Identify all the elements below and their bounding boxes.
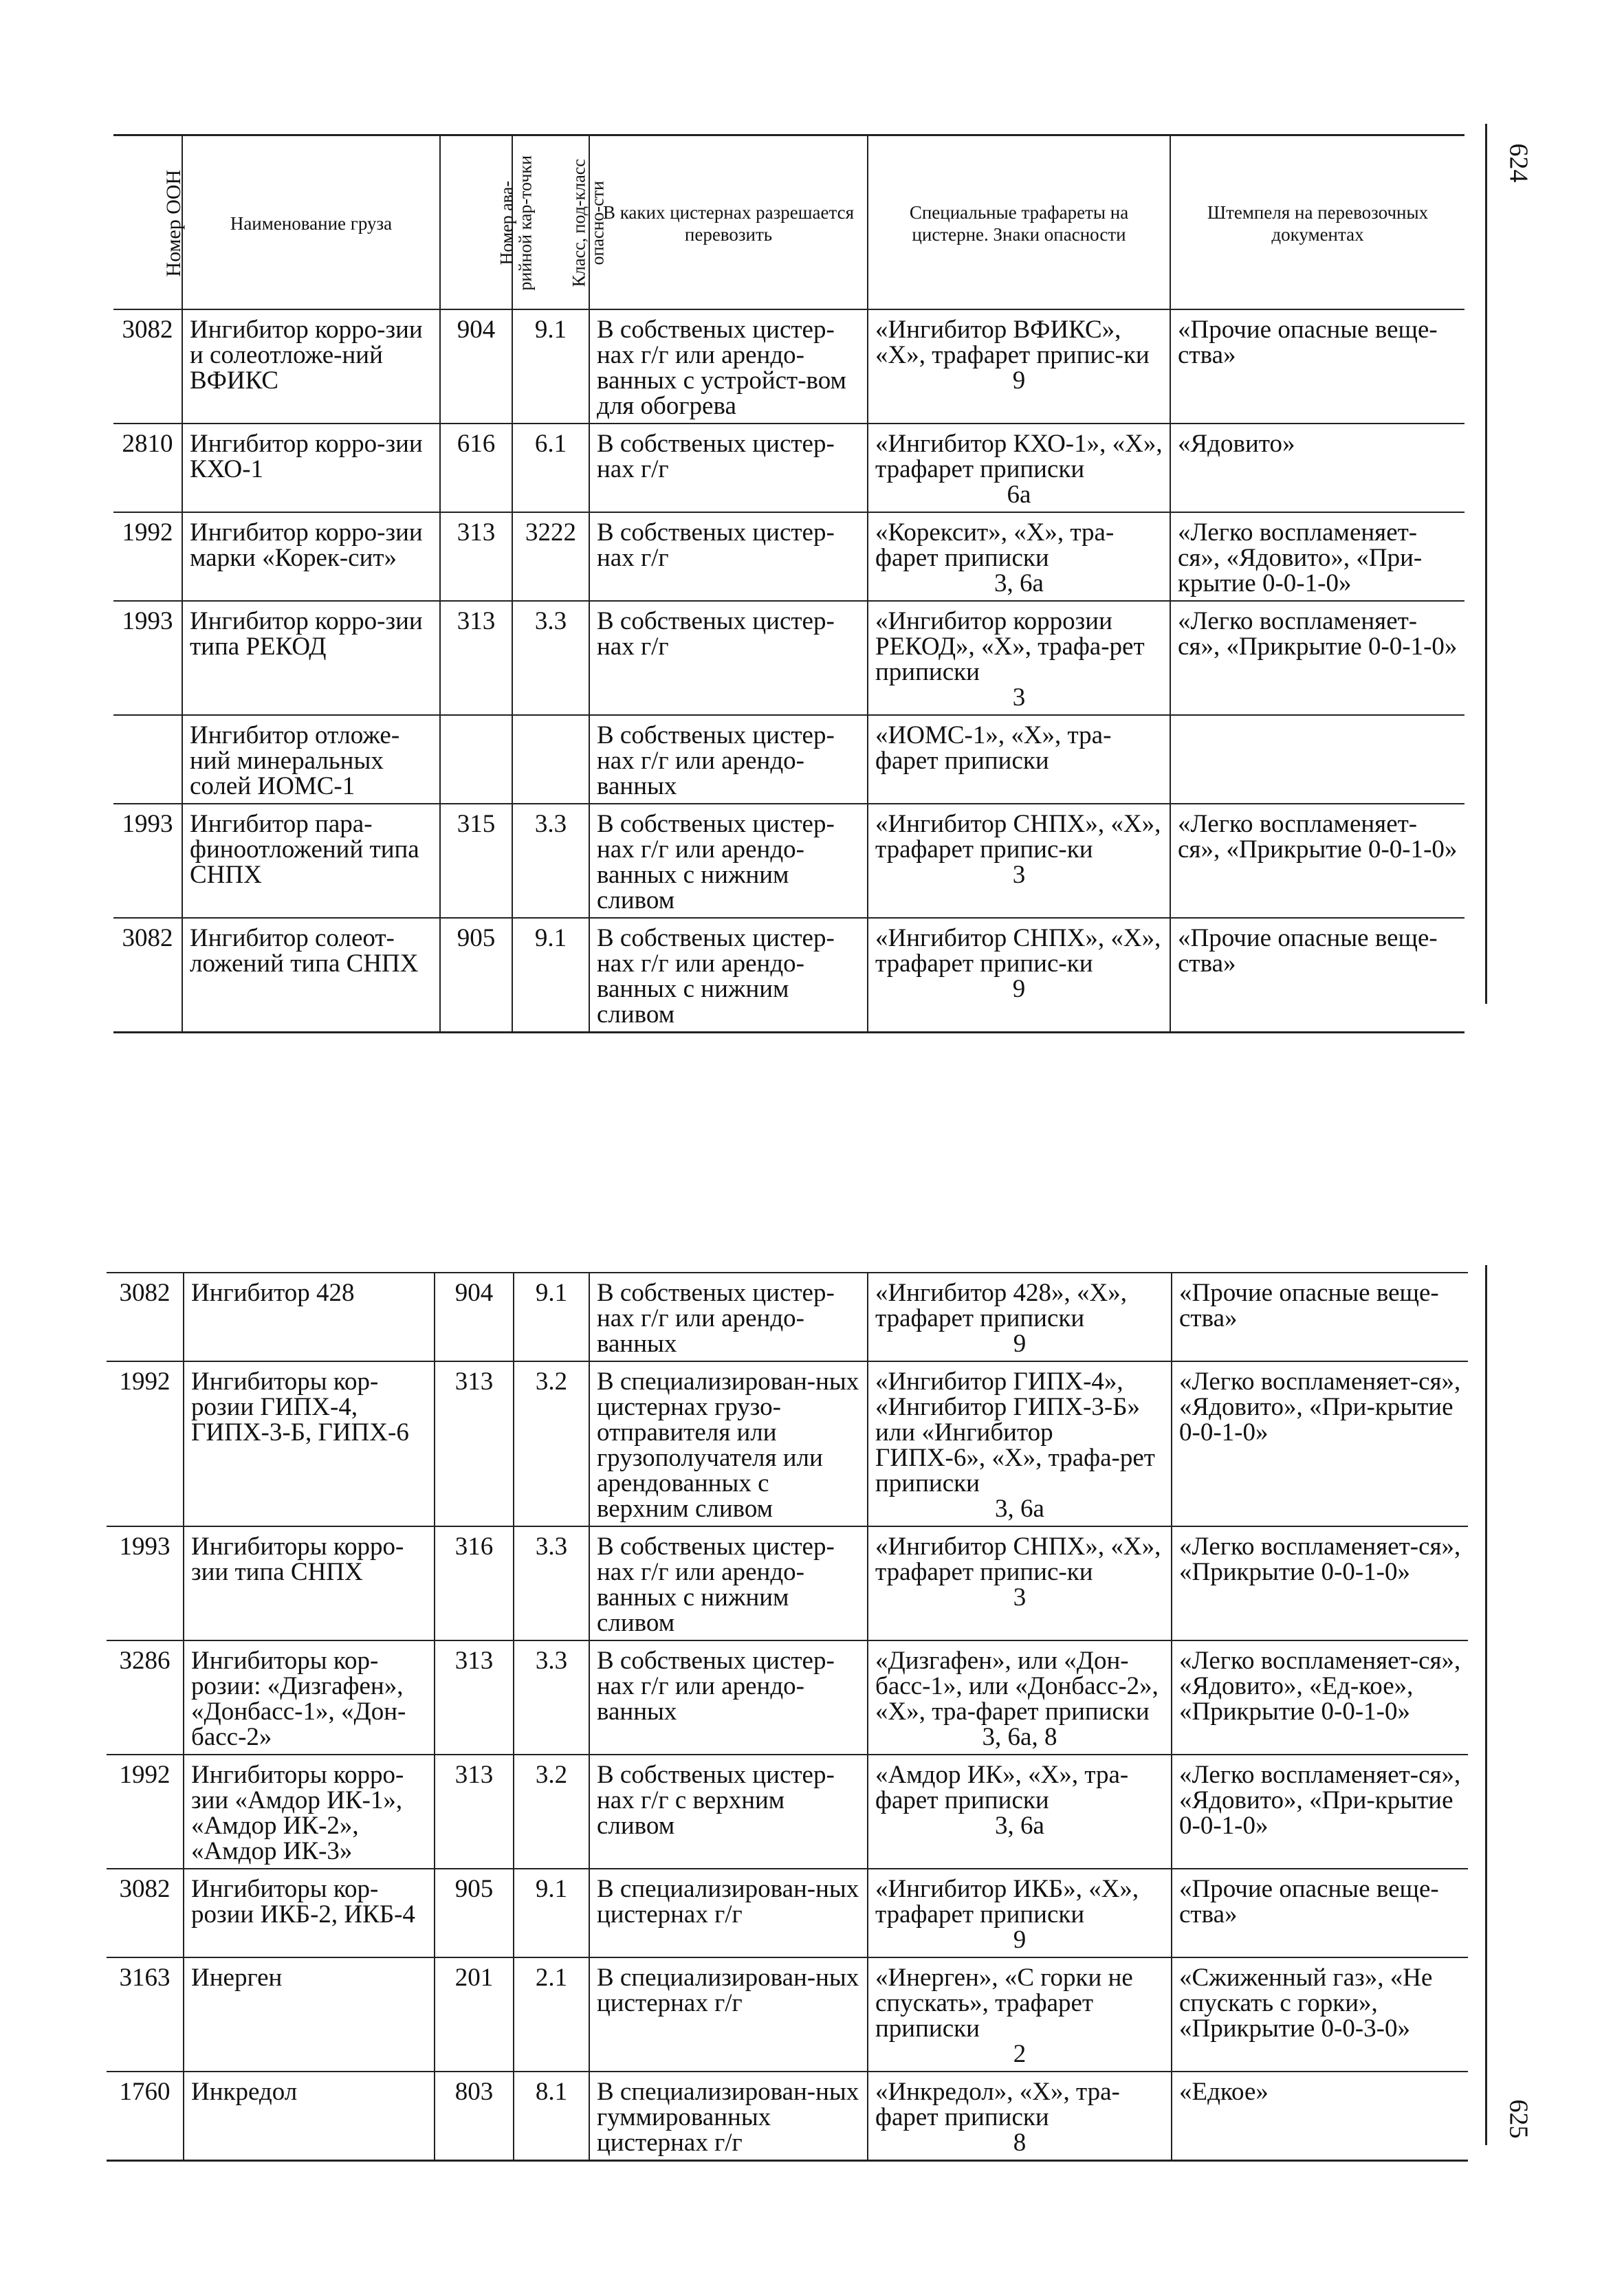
cell-emergency-card-text: 313 <box>457 607 496 635</box>
hazard-sign-number: 3, 6а <box>995 1812 1044 1840</box>
cell-hazard-class <box>512 601 589 715</box>
cell-stamp-text: «Прочие опасные веще-ства» <box>1179 1279 1439 1332</box>
cell-tanks <box>589 804 868 918</box>
table-row <box>107 1869 1468 1957</box>
cell-un-number-text: 3082 <box>122 316 173 344</box>
cell-tanks <box>589 1957 868 2072</box>
cell-un-number-text: 3082 <box>122 924 173 952</box>
cell-stamp <box>1172 1957 1468 2072</box>
cell-stamp <box>1170 424 1464 512</box>
cell-un-number-text: 3082 <box>119 1875 171 1903</box>
cell-emergency-card-text: 616 <box>457 430 496 458</box>
table-row <box>107 1957 1468 2072</box>
cell-stamp <box>1172 1361 1468 1526</box>
hazard-sign-number: 3 <box>1012 683 1026 712</box>
table-row <box>113 715 1464 804</box>
hazard-sign-number: 8 <box>1013 2129 1027 2157</box>
cell-stencil <box>868 1755 1172 1869</box>
cell-stamp <box>1172 1273 1468 1361</box>
cell-emergency-card <box>440 424 512 512</box>
cell-un-number <box>113 918 182 1033</box>
col-header-tanks: В каких цистернах разрешается перевозить <box>589 135 868 310</box>
cell-hazard-class <box>514 1755 589 1869</box>
cell-hazard-class-text: 9.1 <box>534 924 567 952</box>
cell-cargo-name <box>184 1361 435 1526</box>
cell-stencil <box>868 715 1170 804</box>
cargo-table-top <box>113 134 1464 1033</box>
cell-stamp-text: «Ядовито» <box>1178 430 1295 458</box>
cell-tanks <box>589 715 868 804</box>
cell-tanks-text: В собственых цистер-нах г/г с верхним сливом <box>597 1761 835 1840</box>
cell-stamp <box>1172 2072 1468 2161</box>
cell-stencil-text: «Ингибитор КХО-1», «Х», трафарет приписки <box>875 430 1163 483</box>
cell-hazard-class-text: 3222 <box>525 518 576 547</box>
table-row <box>113 424 1464 512</box>
cell-stencil-text: «Амдор ИК», «Х», тра-фарет приписки <box>875 1761 1129 1814</box>
cell-cargo-name <box>182 512 440 601</box>
cell-cargo-name-text: Ингибиторы корро-зии типа СНПХ <box>191 1533 404 1586</box>
cell-emergency-card <box>440 918 512 1033</box>
table-row <box>107 2072 1468 2161</box>
cell-cargo-name-text: Ингибиторы корро-зии «Амдор ИК-1», «Амдор ИК-2», «Амдор ИК-3» <box>191 1761 404 1865</box>
cell-stamp-text: «Прочие опасные веще-ства» <box>1178 924 1438 978</box>
hazard-sign-number: 9 <box>1012 975 1026 1003</box>
cell-un-number <box>107 1755 184 1869</box>
table-row <box>113 804 1464 918</box>
cell-stamp-text: «Прочие опасные веще-ства» <box>1178 316 1438 369</box>
cell-cargo-name-text: Ингибиторы кор-розии: «Дизгафен», «Донбасс-1», «Дон-басс-2» <box>191 1647 406 1751</box>
cell-hazard-class <box>512 715 589 804</box>
cell-cargo-name <box>184 1957 435 2072</box>
table-row <box>107 1273 1468 1361</box>
cell-emergency-card <box>435 1957 514 2072</box>
hazard-sign-number: 9 <box>1013 1330 1027 1358</box>
cell-emergency-card-text: 803 <box>454 2078 494 2106</box>
cell-emergency-card-text: 905 <box>454 1875 494 1903</box>
page-number-top: 624 <box>1504 143 1533 183</box>
cell-tanks-text: В собственых цистер-нах г/г или арендо-ванных с нижним сливом <box>597 810 835 914</box>
cell-cargo-name <box>184 1526 435 1640</box>
cell-stencil-text: «Ингибитор коррозии РЕКОД», «Х», трафа-рет приписки <box>875 607 1145 686</box>
cell-cargo-name-text: Ингибитор 428 <box>191 1279 355 1307</box>
cell-hazard-class-text: 9.1 <box>534 316 567 344</box>
cell-stencil-text: «Инкредол», «Х», тра-фарет приписки <box>875 2078 1120 2131</box>
cell-emergency-card-text: 313 <box>454 1761 494 1789</box>
cell-hazard-class-text: 8.1 <box>535 2078 568 2106</box>
cell-cargo-name <box>182 715 440 804</box>
cell-un-number-text: 2810 <box>122 430 173 458</box>
table-row <box>107 1526 1468 1640</box>
cell-cargo-name-text: Ингибитор корро-зии КХО-1 <box>190 430 423 483</box>
cell-tanks-text: В собственых цистер-нах г/г или арендо-ванных <box>597 721 835 800</box>
cell-stencil-text: «Ингибитор ИКБ», «Х», трафарет приписки <box>875 1875 1139 1929</box>
cell-cargo-name <box>182 424 440 512</box>
cell-emergency-card <box>440 512 512 601</box>
cell-cargo-name <box>182 601 440 715</box>
col-header-emergency-card: Номер ава-рийной кар-точки <box>440 135 512 310</box>
cell-cargo-name-text: Ингибитор солеот-ложений типа СНПХ <box>190 924 419 978</box>
cell-tanks <box>589 1361 868 1526</box>
hazard-sign-number: 6а <box>1007 481 1031 509</box>
cell-un-number-text: 1992 <box>119 1368 171 1396</box>
cell-hazard-class <box>512 512 589 601</box>
cell-stamp <box>1172 1526 1468 1640</box>
table-row <box>107 1755 1468 1869</box>
cell-un-number-text: 1993 <box>122 607 173 635</box>
cell-cargo-name-text: Ингибитор отложе-ний минеральных солей ИОМС-1 <box>190 721 400 800</box>
right-margin-rule-bottom <box>1485 1265 1487 2145</box>
cell-stencil-text: «Дизгафен», или «Дон-басс-1», или «Донбасс-2», «Х», тра-фарет приписки <box>875 1647 1159 1726</box>
cell-emergency-card <box>435 1273 514 1361</box>
hazard-sign-number: 9 <box>1012 366 1026 395</box>
table-body-bottom <box>107 1273 1468 2161</box>
cell-stamp <box>1170 309 1464 424</box>
cell-cargo-name-text: Инерген <box>191 1964 283 1992</box>
cell-un-number <box>107 1526 184 1640</box>
cell-hazard-class-text: 3.3 <box>534 607 567 635</box>
table-row <box>113 601 1464 715</box>
cell-stamp <box>1172 1640 1468 1755</box>
cell-cargo-name-text: Инкредол <box>191 2078 298 2106</box>
cell-un-number <box>107 2072 184 2161</box>
cell-stamp-text: «Легко воспламеняет-ся», «Ядовито», «Ед-кое», «Прикрытие 0-0-1-0» <box>1179 1647 1461 1726</box>
cell-stencil <box>868 2072 1172 2161</box>
cell-cargo-name <box>182 918 440 1033</box>
table-row <box>113 512 1464 601</box>
col-header-cargo-name: Наименование груза <box>182 135 440 310</box>
cell-stamp-text: «Легко воспламеняет-ся», «Прикрытие 0-0-1-0» <box>1179 1533 1461 1586</box>
cell-hazard-class <box>514 1273 589 1361</box>
cell-tanks <box>589 2072 868 2161</box>
cell-stamp-text: «Легко воспламеняет-ся», «Ядовито», «При-крытие 0-0-1-0» <box>1178 518 1423 597</box>
cell-tanks <box>589 601 868 715</box>
cell-stencil-text: «Инерген», «С горки не спускать», трафарет приписки <box>875 1964 1133 2043</box>
cell-emergency-card-text: 905 <box>457 924 496 952</box>
cell-cargo-name-text: Ингибиторы кор-розии ИКБ-2, ИКБ-4 <box>191 1875 415 1929</box>
cell-tanks-text: В собственых цистер-нах г/г <box>597 607 835 661</box>
hazard-sign-number: 3, 6а, 8 <box>982 1723 1057 1751</box>
cell-un-number-text: 1992 <box>122 518 173 547</box>
cell-hazard-class-text: 3.3 <box>534 810 567 838</box>
cell-tanks-text: В собственых цистер-нах г/г или арендо-ванных <box>597 1279 835 1358</box>
page-number-bottom: 625 <box>1504 2099 1533 2139</box>
cell-stencil-text: «Ингибитор СНПХ», «Х», трафарет припис-ки <box>875 1533 1161 1586</box>
cell-stencil <box>868 804 1170 918</box>
cell-cargo-name-text: Ингибитор корро-зии марки «Корек-сит» <box>190 518 423 572</box>
col-header-un-number: Номер ООН <box>113 135 182 310</box>
cell-tanks <box>589 512 868 601</box>
cell-hazard-class <box>512 804 589 918</box>
cell-hazard-class <box>512 309 589 424</box>
table-row <box>113 309 1464 424</box>
cell-emergency-card-text: 313 <box>457 518 496 547</box>
cell-un-number <box>113 601 182 715</box>
cell-stamp-text: «Легко воспламеняет-ся», «Прикрытие 0-0-1-0» <box>1178 607 1458 661</box>
cell-stencil <box>868 1273 1172 1361</box>
cell-hazard-class <box>514 1526 589 1640</box>
cell-tanks-text: В собственых цистер-нах г/г <box>597 430 835 483</box>
cell-tanks <box>589 309 868 424</box>
cell-emergency-card <box>440 309 512 424</box>
cell-tanks-text: В собственых цистер-нах г/г или арендо-ванных с нижним сливом <box>597 1533 835 1637</box>
cell-emergency-card <box>435 1640 514 1755</box>
cell-cargo-name <box>184 1640 435 1755</box>
cell-tanks <box>589 1869 868 1957</box>
cell-un-number <box>113 424 182 512</box>
cell-emergency-card-text: 201 <box>454 1964 494 1992</box>
cell-tanks <box>589 1526 868 1640</box>
cell-stencil <box>868 1957 1172 2072</box>
cell-cargo-name <box>182 309 440 424</box>
cell-emergency-card <box>435 2072 514 2161</box>
cell-stencil <box>868 1526 1172 1640</box>
cell-tanks-text: В собственых цистер-нах г/г или арендо-ванных с нижним сливом <box>597 924 835 1029</box>
cell-stamp <box>1170 804 1464 918</box>
col-header-stamps: Штемпеля на перевозочных документах <box>1170 135 1464 310</box>
cargo-table-bottom <box>107 1272 1468 2162</box>
cell-cargo-name <box>184 1755 435 1869</box>
cell-tanks <box>589 918 868 1033</box>
hazard-sign-number: 3 <box>1012 861 1026 889</box>
cell-hazard-class <box>514 1640 589 1755</box>
hazard-sign-number: 9 <box>1013 1926 1027 1954</box>
cell-hazard-class <box>514 1869 589 1957</box>
right-margin-rule-top <box>1485 124 1487 1004</box>
cell-stamp-text: «Легко воспламеняет-ся», «Ядовито», «При-крытие 0-0-1-0» <box>1179 1761 1461 1840</box>
cell-un-number <box>107 1361 184 1526</box>
cell-un-number <box>107 1640 184 1755</box>
cell-tanks-text: В собственых цистер-нах г/г или арендо-ванных с устройст-вом для обогрева <box>597 316 846 420</box>
cell-hazard-class <box>512 424 589 512</box>
cell-hazard-class-text: 3.3 <box>535 1647 568 1675</box>
cell-stamp-text: «Легко воспламеняет-ся», «Прикрытие 0-0-1-0» <box>1178 810 1458 864</box>
cell-stencil-text: «Ингибитор 428», «Х», трафарет приписки <box>875 1279 1128 1332</box>
hazard-sign-number: 2 <box>1013 2040 1027 2068</box>
cell-cargo-name-text: Ингибитор корро-зии и солеотложе-ний ВФИКС <box>190 316 423 395</box>
cell-hazard-class <box>514 1957 589 2072</box>
cell-stencil <box>868 1640 1172 1755</box>
cell-emergency-card <box>440 804 512 918</box>
cell-emergency-card-text: 904 <box>454 1279 494 1307</box>
cell-stencil <box>868 1361 1172 1526</box>
cell-stencil-text: «Корексит», «Х», тра-фарет приписки <box>875 518 1115 572</box>
cell-stencil-text: «Ингибитор СНПХ», «Х», трафарет припис-ки <box>875 924 1161 978</box>
cell-stamp <box>1170 601 1464 715</box>
cell-un-number <box>113 804 182 918</box>
cell-tanks <box>589 1755 868 1869</box>
cell-hazard-class-text: 3.2 <box>535 1761 568 1789</box>
cell-cargo-name <box>184 1273 435 1361</box>
cell-cargo-name-text: Ингибитор корро-зии типа РЕКОД <box>190 607 423 661</box>
cell-stencil-text: «Ингибитор ГИПХ-4», «Ингибитор ГИПХ-3-Б» или «Ингибитор ГИПХ-6», «Х», трафа-рет приписки <box>875 1368 1155 1497</box>
cell-stencil <box>868 1869 1172 1957</box>
cell-emergency-card <box>440 715 512 804</box>
cell-stamp-text: «Едкое» <box>1179 2078 1269 2106</box>
cell-hazard-class-text: 9.1 <box>535 1279 568 1307</box>
cell-un-number-text: 3082 <box>119 1279 171 1307</box>
cell-un-number <box>113 512 182 601</box>
cell-tanks <box>589 424 868 512</box>
cell-emergency-card <box>435 1526 514 1640</box>
cell-emergency-card-text: 904 <box>457 316 496 344</box>
cell-un-number-text: 1760 <box>119 2078 171 2106</box>
cell-un-number <box>107 1957 184 2072</box>
cell-tanks-text: В специализирован-ных цистернах г/г <box>597 1875 859 1929</box>
cell-cargo-name <box>184 2072 435 2161</box>
cell-un-number <box>107 1273 184 1361</box>
cell-un-number-text: 3286 <box>119 1647 171 1675</box>
cell-emergency-card-text: 313 <box>454 1368 494 1396</box>
cell-emergency-card-text: 316 <box>454 1533 494 1561</box>
cell-un-number-text: 1993 <box>122 810 173 838</box>
cell-stamp-text: «Сжиженный газ», «Не спускать с горки», «Прикрытие 0-0-3-0» <box>1179 1964 1433 2043</box>
cell-cargo-name <box>182 804 440 918</box>
cell-hazard-class-text: 3.3 <box>535 1533 568 1561</box>
col-header-stencils: Специальные трафареты на цистерне. Знаки опасности <box>868 135 1170 310</box>
col-header-hazard-class: Класс, под-класс опасно-сти <box>512 135 589 310</box>
cell-stencil <box>868 601 1170 715</box>
hazard-sign-number: 3, 6а <box>994 569 1044 597</box>
cell-stencil-text: «ИОМС-1», «Х», тра-фарет приписки <box>875 721 1112 775</box>
cell-tanks <box>589 1640 868 1755</box>
cell-hazard-class-text: 3.2 <box>535 1368 568 1396</box>
cell-stamp <box>1170 918 1464 1033</box>
cell-un-number-text: 3163 <box>119 1964 171 1992</box>
cell-un-number <box>113 309 182 424</box>
cell-emergency-card <box>435 1869 514 1957</box>
hazard-sign-number: 3 <box>1013 1583 1027 1612</box>
cell-emergency-card-text: 315 <box>457 810 496 838</box>
table-row <box>107 1640 1468 1755</box>
cell-tanks-text: В собственых цистер-нах г/г или арендо-ванных <box>597 1647 835 1726</box>
cell-emergency-card <box>435 1755 514 1869</box>
cell-cargo-name <box>184 1869 435 1957</box>
cell-stamp <box>1170 715 1464 804</box>
cell-tanks-text: В специализирован-ных цистернах г/г <box>597 1964 859 2017</box>
cell-stamp <box>1172 1869 1468 1957</box>
cell-tanks-text: В специализирован-ных цистернах грузо-отправителя или грузополучателя или арендованных с верхним сливом <box>597 1368 859 1523</box>
cell-stencil <box>868 309 1170 424</box>
cell-emergency-card <box>440 601 512 715</box>
cell-tanks-text: В собственых цистер-нах г/г <box>597 518 835 572</box>
cell-hazard-class <box>514 2072 589 2161</box>
cell-tanks-text: В специализирован-ных гуммированных цистернах г/г <box>597 2078 859 2157</box>
cell-hazard-class <box>512 918 589 1033</box>
cell-stamp <box>1170 512 1464 601</box>
cell-stencil <box>868 424 1170 512</box>
table-row <box>113 918 1464 1033</box>
cell-hazard-class-text: 9.1 <box>535 1875 568 1903</box>
cell-un-number <box>107 1869 184 1957</box>
cell-emergency-card-text: 313 <box>454 1647 494 1675</box>
cell-un-number <box>113 715 182 804</box>
cell-stamp <box>1172 1755 1468 1869</box>
cell-cargo-name-text: Ингибиторы кор-розии ГИПХ-4, ГИПХ-3-Б, ГИПХ-6 <box>191 1368 409 1447</box>
hazard-sign-number: 3, 6а <box>995 1495 1044 1523</box>
cell-tanks <box>589 1273 868 1361</box>
cell-hazard-class-text: 6.1 <box>534 430 567 458</box>
cell-stamp-text: «Легко воспламеняет-ся», «Ядовито», «При-крытие 0-0-1-0» <box>1179 1368 1461 1447</box>
table-body-top <box>113 309 1464 1033</box>
cell-stencil <box>868 918 1170 1033</box>
cell-un-number-text: 1992 <box>119 1761 171 1789</box>
cell-hazard-class-text: 2.1 <box>535 1964 568 1992</box>
table-row <box>107 1361 1468 1526</box>
cell-stencil <box>868 512 1170 601</box>
cell-stencil-text: «Ингибитор ВФИКС», «Х», трафарет припис-ки <box>875 316 1150 369</box>
cell-stamp-text: «Прочие опасные веще-ства» <box>1179 1875 1439 1929</box>
cell-emergency-card <box>435 1361 514 1526</box>
cell-un-number-text: 1993 <box>119 1533 171 1561</box>
cell-hazard-class <box>514 1361 589 1526</box>
cell-stencil-text: «Ингибитор СНПХ», «Х», трафарет припис-ки <box>875 810 1161 864</box>
cell-cargo-name-text: Ингибитор пара-финоотложений типа СНПХ <box>190 810 419 889</box>
table-header-row <box>113 135 1464 310</box>
